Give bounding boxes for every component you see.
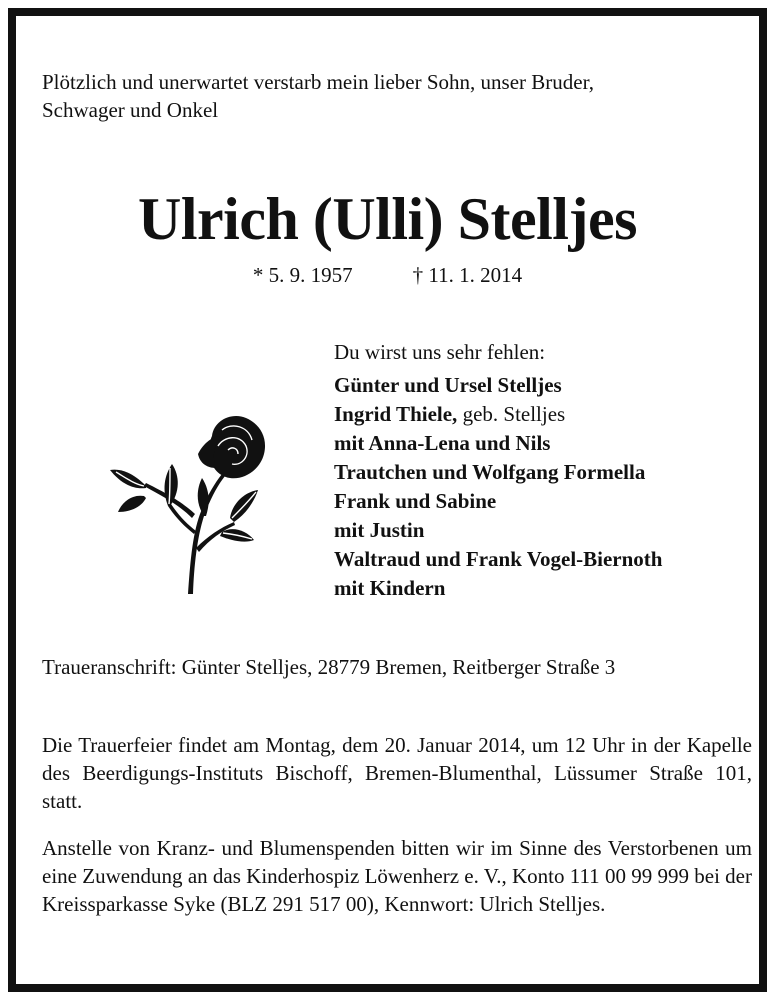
life-dates: [16, 261, 759, 289]
donation-info: Anstelle von Kranz- und Blumenspenden bitten wir im Sinne des Verstorbenen um eine Zuwendung an das Kinderhospiz Löwenherz e. V., Konto 111 00 99 999 bei der Kreissparkasse Syke (BLZ 291 517 00), Kennwort: Ulrich Stelljes.: [42, 836, 752, 916]
birth-date: * 5. 9. 1957: [252, 263, 353, 287]
death-date: † 11. 1. 2014: [412, 263, 523, 287]
rose-icon: [104, 406, 274, 596]
mourner-line: Frank und Sabine: [334, 489, 497, 513]
intro-line-2: Schwager und Onkel: [42, 98, 219, 122]
mourner-line: Günter und Ursel Stelljes: [334, 373, 562, 397]
mourner-line: [334, 400, 662, 429]
ceremony-info: Die Trauerfeier findet am Montag, dem 20. Januar 2014, um 12 Uhr in der Kapelle des Beerdigungs-Instituts Bischoff, Bremen-Blumenthal, Lüssumer Straße 101, statt.: [42, 733, 752, 813]
deceased-name: Ulrich (Ulli) Stelljes: [138, 186, 637, 252]
intro-text: [42, 68, 752, 124]
mourners-lead: Du wirst uns sehr fehlen:: [334, 340, 546, 364]
mourner-line: mit Justin: [334, 518, 425, 542]
mourner-name: Ingrid Thiele,: [334, 402, 458, 426]
obituary-notice: [8, 8, 767, 992]
mourning-address: Traueranschrift: Günter Stelljes, 28779 Bremen, Reitberger Straße 3: [42, 655, 616, 679]
mourner-line: mit Anna-Lena und Nils: [334, 431, 551, 455]
mourner-line: Waltraud und Frank Vogel-Biernoth: [334, 547, 663, 571]
mourners-list: [334, 338, 662, 603]
mourner-note: geb. Stelljes: [457, 402, 566, 426]
intro-line-1: Plötzlich und unerwartet verstarb mein lieber Sohn, unser Bruder,: [42, 70, 595, 94]
mourner-line: mit Kindern: [334, 576, 446, 600]
mourner-line: Trautchen und Wolfgang Formella: [334, 460, 646, 484]
